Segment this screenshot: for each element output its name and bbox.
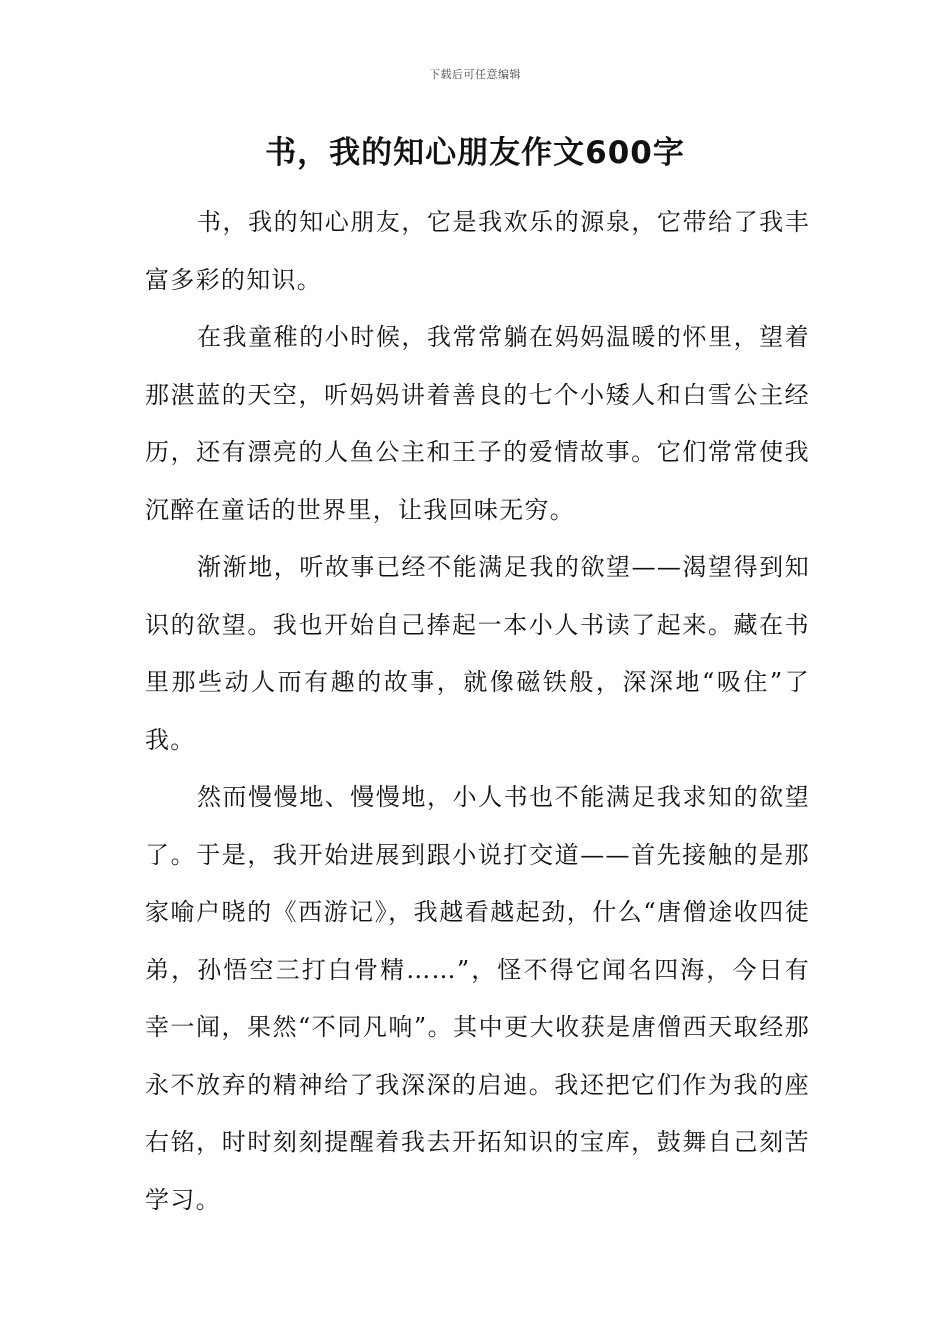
paragraph-3: 渐渐地，听故事已经不能满足我的欲望——渴望得到知识的欲望。我也开始自己捧起一本小人书读了起来。藏在书里那些动人而有趣的故事，就像磁铁般，深深地“吸住”了我。 (145, 553, 810, 754)
paragraph-1: 书，我的知心朋友，它是我欢乐的源泉，它带给了我丰富多彩的知识。 (145, 208, 810, 294)
paragraph-2: 在我童稚的小时候，我常常躺在妈妈温暖的怀里，望着那湛蓝的天空，听妈妈讲着善良的七个小矮人和白雪公主经历，还有漂亮的人鱼公主和王子的爱情故事。它们常常使我沉醉在童话的世界里，让我回味无穷。 (145, 323, 810, 524)
paragraph-4: 然而慢慢地、慢慢地，小人书也不能满足我求知的欲望了。于是，我开始进展到跟小说打交道——首先接触的是那家喻户晓的《西游记》，我越看越起劲，什么“唐僧途收四徒弟，孙悟空三打白骨精……”，怪不得它闻名四海，今日有幸一闻，果然“不同凡响”。其中更大收获是唐僧西天取经那永不放弃的精神给了我深深的启迪。我还把它们作为我的座右铭，时时刻刻提醒着我去开拓知识的宝库，鼓舞自己刻苦学习。 (145, 783, 810, 1214)
document-title: 书，我的知心朋友作文600字 (265, 135, 685, 171)
header-note: 下载后可任意编辑 (429, 68, 521, 81)
document-body (145, 194, 810, 1229)
